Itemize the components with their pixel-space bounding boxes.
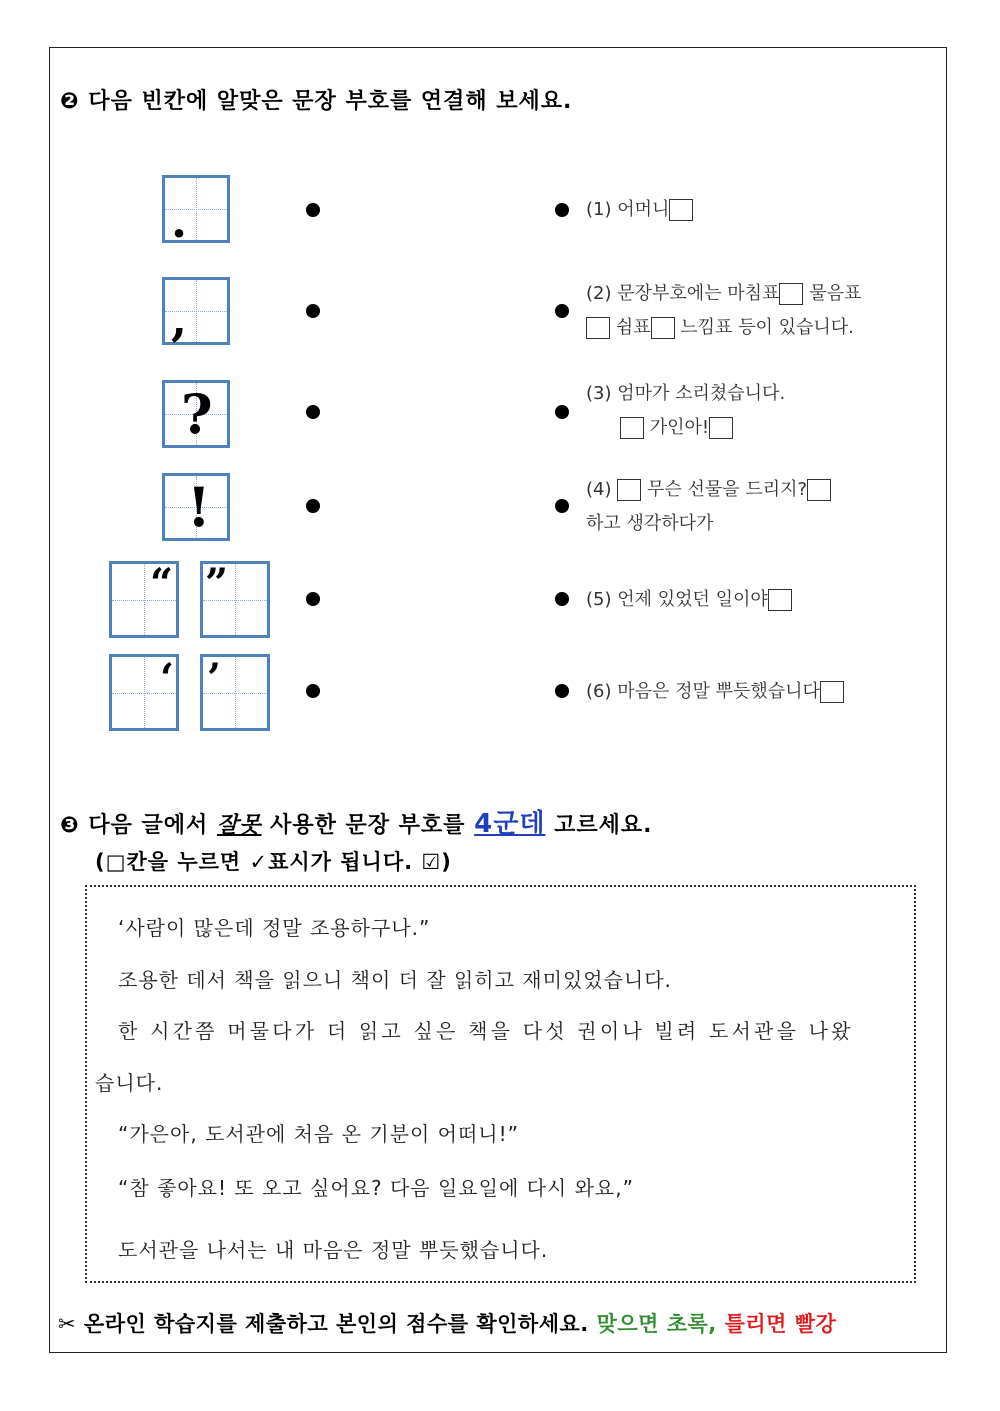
q3-number: ❸ bbox=[60, 813, 80, 838]
match-dot-right-5[interactable] bbox=[555, 592, 569, 606]
item-4-number: (4) bbox=[586, 479, 612, 500]
symbol-cell-exclamation bbox=[162, 473, 230, 541]
item-1-text: 어머니 bbox=[617, 199, 670, 220]
item-6-text: 마음은 정말 뿌듯했습니다 bbox=[617, 681, 820, 702]
scissors-icon: ✂ bbox=[58, 1312, 77, 1336]
item-2-text-b: 물음표 bbox=[809, 283, 862, 304]
item-4 bbox=[586, 473, 831, 541]
symbol-exclamation: ! bbox=[187, 475, 211, 539]
item-2-number: (2) bbox=[586, 283, 612, 304]
passage-line-3[interactable]: 한 시간쯤 머물다가 더 읽고 싶은 책을 다섯 권이나 빌려 도서관을 나왔 bbox=[118, 1019, 854, 1043]
item-2-text-c: 쉼표 bbox=[615, 317, 651, 338]
symbol-cell-period bbox=[162, 175, 230, 248]
item-5-text: 언제 있었던 일이야 bbox=[617, 589, 768, 610]
passage-line-1[interactable]: ‘사람이 많은데 정말 조용하구나.” bbox=[118, 916, 431, 940]
passage-line-4[interactable]: 습니다. bbox=[95, 1071, 164, 1095]
symbol-cell-comma bbox=[162, 277, 230, 345]
answer-box-2c[interactable] bbox=[651, 317, 675, 339]
passage-line-2[interactable]: 조용한 데서 책을 읽으니 책이 더 잘 읽히고 재미있었습니다. bbox=[118, 968, 672, 992]
symbol-comma: , bbox=[171, 292, 188, 346]
footer-red-note: 틀리면 빨강 bbox=[724, 1312, 837, 1336]
symbol-cell-question bbox=[162, 380, 230, 448]
symbol-question: ? bbox=[181, 382, 213, 446]
q3-title-b: 사용한 문장 부호를 bbox=[270, 813, 466, 838]
item-1-number: (1) bbox=[586, 199, 612, 220]
item-1 bbox=[586, 193, 693, 227]
match-dot-right-1[interactable] bbox=[555, 203, 569, 217]
symbol-double-open: “ bbox=[150, 560, 174, 607]
item-5-number: (5) bbox=[586, 589, 612, 610]
item-3-text-a: 엄마가 소리쳤습니다. bbox=[617, 383, 786, 404]
footer-green-note: 맞으면 초록, bbox=[596, 1312, 717, 1336]
match-dot-left-2[interactable] bbox=[306, 304, 320, 318]
match-dot-right-4[interactable] bbox=[555, 499, 569, 513]
passage-line-5[interactable]: “가은아, 도서관에 처음 온 기분이 어떠니!” bbox=[118, 1122, 520, 1146]
item-6 bbox=[586, 675, 844, 709]
symbol-cell-single-close bbox=[200, 654, 270, 731]
symbol-cell-double-open bbox=[109, 561, 179, 638]
passage-box bbox=[85, 885, 916, 1283]
symbol-cell-double-close bbox=[200, 561, 270, 638]
symbol-cell-single-open bbox=[109, 654, 179, 731]
item-2-text-a: 문장부호에는 마침표 bbox=[617, 283, 780, 304]
match-dot-left-1[interactable] bbox=[306, 203, 320, 217]
symbol-single-open: ‘ bbox=[160, 655, 174, 702]
answer-box-3a[interactable] bbox=[620, 417, 644, 439]
answer-box-1[interactable] bbox=[669, 199, 693, 221]
q3-title-c: 고르세요. bbox=[554, 813, 653, 838]
item-5 bbox=[586, 583, 792, 617]
answer-box-2a[interactable] bbox=[779, 283, 803, 305]
item-6-number: (6) bbox=[586, 681, 612, 702]
item-3-number: (3) bbox=[586, 383, 612, 404]
item-2 bbox=[586, 277, 861, 345]
answer-box-6[interactable] bbox=[820, 681, 844, 703]
passage-line-7[interactable]: 도서관을 나서는 내 마음은 정말 뿌듯했습니다. bbox=[118, 1238, 549, 1262]
match-dot-left-4[interactable] bbox=[306, 499, 320, 513]
passage-line-6[interactable]: “참 좋아요! 또 오고 싶어요? 다음 일요일에 다시 와요,” bbox=[118, 1176, 634, 1200]
q2-title bbox=[60, 84, 572, 115]
symbol-period: . bbox=[171, 194, 188, 248]
footer-note bbox=[58, 1308, 836, 1338]
item-3 bbox=[586, 377, 785, 445]
symbol-single-close: ’ bbox=[207, 655, 221, 702]
answer-box-3b[interactable] bbox=[709, 417, 733, 439]
q2-title-text: 다음 빈칸에 알맞은 문장 부호를 연결해 보세요. bbox=[88, 89, 573, 114]
q3-title bbox=[60, 803, 652, 840]
q3-subtitle: (□칸을 누르면 ✓표시가 됩니다. ☑) bbox=[95, 850, 452, 874]
match-dot-left-6[interactable] bbox=[306, 684, 320, 698]
item-3-text-b: 가인아! bbox=[649, 417, 710, 438]
answer-box-5[interactable] bbox=[768, 589, 792, 611]
item-4-text-a: 무슨 선물을 드리지? bbox=[646, 479, 808, 500]
q2-number: ❷ bbox=[60, 89, 80, 114]
item-2-text-d: 느낌표 등이 있습니다. bbox=[680, 317, 854, 338]
match-dot-right-3[interactable] bbox=[555, 405, 569, 419]
match-dot-right-2[interactable] bbox=[555, 304, 569, 318]
answer-box-2b[interactable] bbox=[586, 317, 610, 339]
q3-title-a: 다음 글에서 bbox=[88, 813, 209, 838]
footer-text: 온라인 학습지를 제출하고 본인의 점수를 확인하세요. bbox=[83, 1312, 589, 1336]
answer-box-4a[interactable] bbox=[617, 479, 641, 501]
match-dot-right-6[interactable] bbox=[555, 684, 569, 698]
item-4-text-b: 하고 생각하다가 bbox=[586, 513, 714, 534]
match-dot-left-3[interactable] bbox=[306, 405, 320, 419]
symbol-double-close: ” bbox=[205, 560, 229, 607]
answer-box-4b[interactable] bbox=[807, 479, 831, 501]
match-dot-left-5[interactable] bbox=[306, 592, 320, 606]
q3-title-wrong: 잘못 bbox=[216, 813, 262, 838]
q3-title-count: 4군데 bbox=[474, 809, 546, 839]
